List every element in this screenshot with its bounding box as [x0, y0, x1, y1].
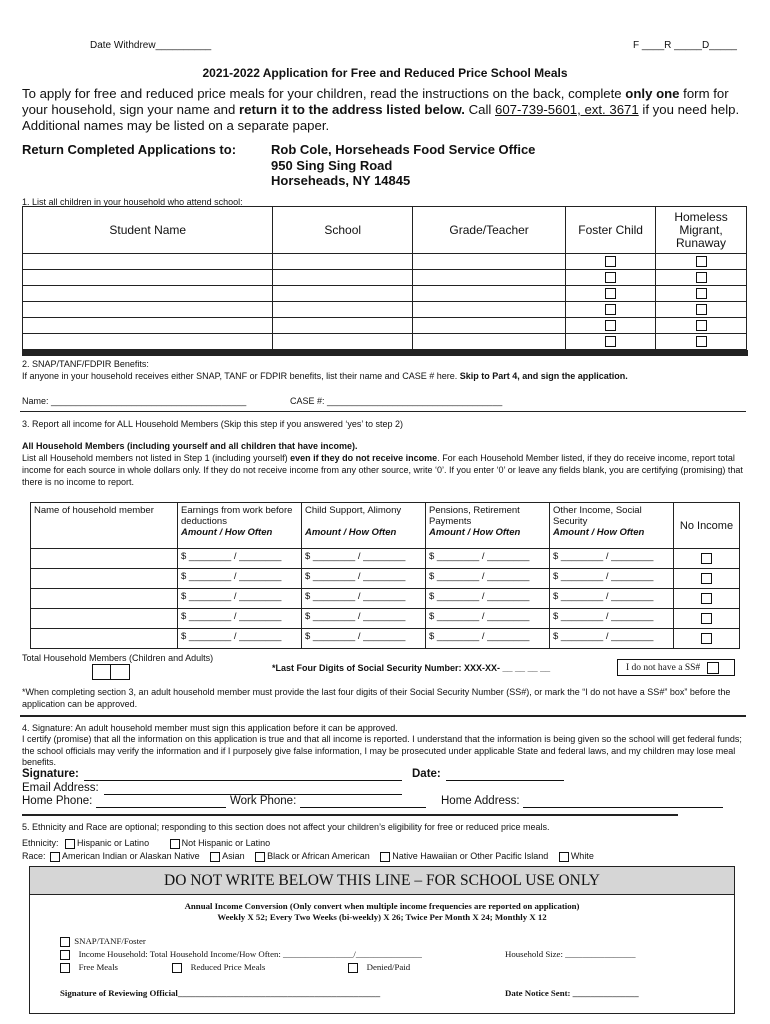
- ssn-note: *When completing section 3, an adult household member must provide the last four digits of their Social Security Number (SS#), or mark the “I do not have a SS#” box” before the application can be approved.: [22, 687, 731, 709]
- race-checkbox[interactable]: [50, 852, 60, 862]
- step3-instructions: List all Household members not listed in Step 1 (including yourself) even if they do not receive income. For each Household Member listed, if they do receive income, report total income for each source in whole dollars only. If they do not receive income from any other source, write ‘0’. If you enter ‘0’ or leave any fields blank, you are certifying (promising) that there is no income to report.: [22, 453, 743, 487]
- checkbox[interactable]: [696, 256, 707, 267]
- income-conversion: Annual Income Conversion (Only convert when multiple income frequencies are reported on application) Weekly X 52; Every Two Weeks (bi-weekly) X 26; Twice Per Month X 24; Monthly X 12: [184, 901, 580, 922]
- checkbox[interactable]: [605, 288, 616, 299]
- checkbox[interactable]: [605, 336, 616, 347]
- checkbox[interactable]: [605, 304, 616, 315]
- step4-label: 4. Signature: An adult household member must sign this application before it can be approved.: [22, 723, 398, 733]
- step5-label: 5. Ethnicity and Race are optional; responding to this section does not affect your children’s eligibility for free or reduced price meals.: [22, 822, 550, 832]
- checkbox[interactable]: [605, 320, 616, 331]
- checkbox[interactable]: [696, 304, 707, 315]
- checkbox[interactable]: [605, 256, 616, 267]
- step2-label: 2. SNAP/TANF/FDPIR Benefits:: [22, 359, 149, 369]
- col-other-income: Other Income, Social Security Amount / How Often: [550, 503, 674, 549]
- col-school: School: [273, 207, 413, 254]
- divider: [22, 814, 678, 816]
- col-household-member: Name of household member: [31, 503, 178, 549]
- school-use-title: DO NOT WRITE BELOW THIS LINE – FOR SCHOOL USE ONLY: [30, 867, 734, 895]
- work-phone-field[interactable]: [300, 797, 426, 808]
- checkbox[interactable]: [701, 573, 712, 584]
- snap-name-field[interactable]: Name: _______________________________________: [22, 396, 247, 406]
- date-withdrew: Date Withdrew__________: [90, 40, 212, 51]
- col-no-income: No Income: [674, 503, 740, 549]
- table-row: [23, 334, 747, 350]
- divider: [20, 411, 746, 412]
- race-checkbox[interactable]: [255, 852, 265, 862]
- ssn-label: *Last Four Digits of Social Security Number: XXX-XX- __ __ __ __: [272, 663, 551, 673]
- phone-link[interactable]: 607-739-5601, ext. 3671: [495, 102, 639, 117]
- home-address-label: Home Address:: [441, 795, 520, 807]
- race-checkbox[interactable]: [380, 852, 390, 862]
- col-child-support: Child Support, Alimony Amount / How Often: [302, 503, 426, 549]
- reduced-meals-row: Reduced Price Meals: [172, 962, 265, 973]
- no-ssn-box: I do not have a SS#: [617, 659, 735, 676]
- checkbox[interactable]: [696, 336, 707, 347]
- ethnicity-row: Ethnicity: Hispanic or Latino Not Hispanic or Latino: [22, 838, 271, 848]
- table-row: [23, 318, 747, 334]
- col-student-name: Student Name: [23, 207, 273, 254]
- no-ssn-checkbox[interactable]: [707, 662, 719, 674]
- frd-codes: F ____R _____D_____: [633, 40, 737, 51]
- work-phone-label: Work Phone:: [230, 795, 297, 807]
- checkbox[interactable]: [605, 272, 616, 283]
- table-row: $ ________ / ________ $ ________ / ________ $ ________ / ________ $ ________ / ________: [31, 589, 740, 609]
- page-title: 2021-2022 Application for Free and Reduced Price School Meals: [202, 66, 568, 80]
- income-household-row: Income Household: Total Household Income/How Often: ________________/_______________: [60, 949, 422, 960]
- col-homeless: Homeless Migrant, Runaway: [656, 207, 747, 254]
- date-field[interactable]: [446, 770, 564, 781]
- step2-text: If anyone in your household receives either SNAP, TANF or FDPIR benefits, list their name and CASE # here. Skip to Part 4, and sign the application.: [22, 371, 628, 381]
- table-row: $ ________ / ________ $ ________ / ________ $ ________ / ________ $ ________ / ________: [31, 569, 740, 589]
- denied-checkbox[interactable]: [348, 963, 358, 973]
- col-earnings: Earnings from work before deductions Amount / How Often: [178, 503, 302, 549]
- total-members-input[interactable]: [92, 664, 130, 680]
- table-row: $ ________ / ________ $ ________ / ________ $ ________ / ________ $ ________ / ________: [31, 629, 740, 649]
- race-checkbox[interactable]: [210, 852, 220, 862]
- household-size: Household Size: ________________: [505, 949, 636, 959]
- certification-text: I certify (promise) that all the information on this application is true and that all income is reported. I understand that the information is being given so the school will get federal funds; the school officials may verify the information and if I purposely give false information, I may be prosecuted under applicable State and federal laws, and my children may lose meal benefits.: [22, 734, 742, 767]
- table-row: [23, 270, 747, 286]
- section-divider: [22, 350, 748, 356]
- table-row: $ ________ / ________ $ ________ / ________ $ ________ / ________ $ ________ / ________: [31, 549, 740, 569]
- income-table: [30, 502, 740, 649]
- col-foster-child: Foster Child: [566, 207, 656, 254]
- checkbox[interactable]: [696, 272, 707, 283]
- col-grade-teacher: Grade/Teacher: [412, 207, 565, 254]
- race-row: Race: American Indian or Alaskan Native Asian Black or African American Native Hawaiian or Other Pacific Island White: [22, 851, 594, 861]
- home-phone-field[interactable]: [96, 797, 226, 808]
- table-row: [23, 302, 747, 318]
- home-address-field[interactable]: [523, 797, 723, 808]
- income-household-checkbox[interactable]: [60, 950, 70, 960]
- signature-field[interactable]: [84, 770, 402, 781]
- checkbox[interactable]: [701, 593, 712, 604]
- table-row: [23, 286, 747, 302]
- reviewing-official-signature[interactable]: Signature of Reviewing Official______________________________________________: [60, 988, 381, 998]
- free-meals-checkbox[interactable]: [60, 963, 70, 973]
- table-row: [23, 254, 747, 270]
- denied-row: Denied/Paid: [348, 962, 410, 973]
- table-row: $ ________ / ________ $ ________ / ________ $ ________ / ________ $ ________ / ________: [31, 609, 740, 629]
- checkbox[interactable]: [701, 633, 712, 644]
- col-pensions: Pensions, Retirement Payments Amount / How Often: [426, 503, 550, 549]
- race-checkbox[interactable]: [559, 852, 569, 862]
- date-notice-sent[interactable]: Date Notice Sent: _______________: [505, 988, 639, 998]
- return-address: Rob Cole, Horseheads Food Service Office 950 Sing Sing Road Horseheads, NY 14845: [271, 142, 536, 188]
- school-use-box: [29, 866, 735, 1014]
- return-label: Return Completed Applications to:: [22, 142, 237, 157]
- children-table: [22, 206, 747, 350]
- step3-label: 3. Report all income for ALL Household Members (Skip this step if you answered ‘yes’ to step 2): [22, 419, 404, 429]
- hispanic-checkbox[interactable]: [65, 839, 75, 849]
- total-members-label: Total Household Members (Children and Adults): [22, 653, 214, 663]
- step1-label: 1. List all children in your household who attend school:: [22, 197, 243, 207]
- home-phone-label: Home Phone:: [22, 795, 93, 807]
- checkbox[interactable]: [701, 553, 712, 564]
- email-field[interactable]: [104, 784, 402, 795]
- checkbox[interactable]: [696, 320, 707, 331]
- email-label: Email Address:: [22, 782, 99, 794]
- date-label: Date:: [412, 768, 441, 780]
- checkbox[interactable]: [696, 288, 707, 299]
- snap-checkbox[interactable]: [60, 937, 70, 947]
- checkbox[interactable]: [701, 613, 712, 624]
- snap-case-field[interactable]: CASE #: ___________________________________: [290, 396, 503, 406]
- snap-row: SNAP/TANF/Foster: [60, 936, 146, 947]
- intro-text: To apply for free and reduced price meals for your children, read the instructions on the back, complete only one form for your household, sign your name and return it to the address listed below. Call 607-739-5601, ext. 3671 if you need help. Additional names may be listed on a separate paper.: [22, 86, 740, 133]
- reduced-meals-checkbox[interactable]: [172, 963, 182, 973]
- free-meals-row: Free Meals: [60, 962, 118, 973]
- signature-label: Signature:: [22, 768, 79, 780]
- step3-heading: All Household Members (including yourself and all children that have income).: [22, 441, 358, 451]
- divider: [20, 715, 746, 717]
- not-hispanic-checkbox[interactable]: [170, 839, 180, 849]
